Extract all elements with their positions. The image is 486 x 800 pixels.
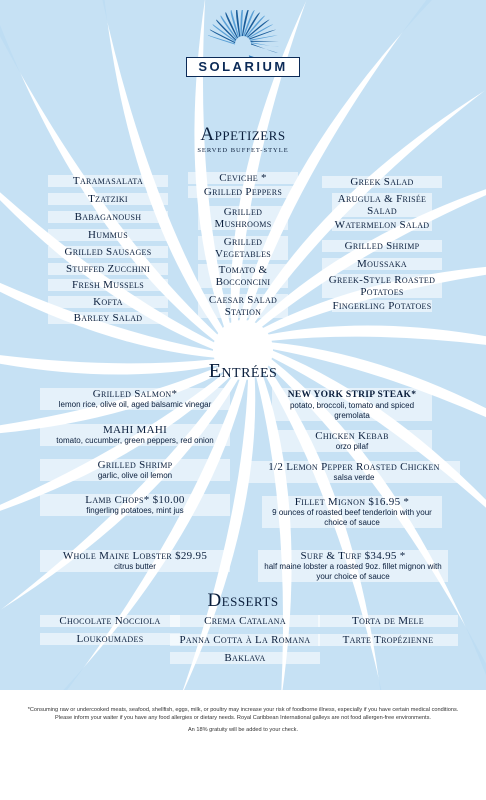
dessert-item: Chocolate Nocciola — [40, 615, 180, 627]
menu-item: Fingerling Potatoes — [332, 300, 432, 312]
entree-item — [40, 550, 230, 572]
entree-item — [272, 430, 432, 452]
menu-item: Ceviche * — [188, 172, 298, 184]
dessert-item: Panna Cotta à La Romana — [170, 634, 320, 646]
menu-item: Caesar Salad Station — [198, 294, 288, 318]
entree-name: 1/2 Lemon Pepper Roasted Chicken — [268, 461, 440, 473]
entree-item — [272, 388, 432, 421]
entree-item — [248, 461, 460, 483]
footer-disclaimer: *Consuming raw or undercooked meats, seafood, shellfish, eggs, milk, or poultry may increase your risk of foodborne illness, especially if you have certain medical conditions. — [27, 707, 459, 713]
entree-name: Grilled Salmon* — [92, 388, 178, 400]
menu-item: Grilled Mushrooms — [198, 206, 288, 230]
desserts-title: Desserts — [207, 590, 279, 611]
footer-allergy-note: Please inform your waiter if you have any food allergies or dietary needs. Royal Caribbean International galleys are not food allergen-free environments. — [55, 715, 431, 721]
menu-item: Grilled Sausages — [48, 246, 168, 258]
dessert-item: Baklava — [170, 652, 320, 664]
entree-name: Grilled Shrimp — [97, 459, 173, 471]
menu-item: Greek Salad — [322, 176, 442, 188]
entree-desc: potato, broccoli, tomato and spiced gremolata — [289, 401, 415, 420]
menu-item: Grilled Vegetables — [198, 236, 288, 260]
footer-gratuity: An 18% gratuity will be added to your check. — [187, 727, 299, 733]
menu-item: Hummus — [48, 229, 168, 241]
entree-desc: garlic, olive oil lemon — [97, 471, 173, 480]
menu-item: Tzatziki — [48, 193, 168, 205]
appetizers-title: Appetizers — [200, 124, 286, 145]
appetizers-subtitle: SERVED BUFFET-STYLE — [197, 147, 289, 154]
dessert-item: Crema Catalana — [170, 615, 320, 627]
entree-desc: half maine lobster a roasted 9oz. fillet mignon with your choice of sauce — [264, 562, 442, 581]
menu-item: Taramasalata — [48, 175, 168, 187]
logo-ray — [250, 35, 278, 40]
menu-item: Greek-Style Roasted Potatoes — [322, 274, 442, 298]
entree-desc: orzo pilaf — [335, 442, 369, 451]
entree-desc: salsa verde — [333, 473, 375, 482]
entree-item — [40, 388, 230, 410]
menu-item: Arugula & Frisée Salad — [332, 193, 432, 217]
menu-item: Fresh Mussels — [48, 279, 168, 291]
dessert-item: Loukoumades — [40, 633, 180, 645]
entree-name: Surf & Turf $34.95 * — [300, 550, 406, 562]
menu-item: Grilled Peppers — [188, 186, 298, 198]
entree-desc: citrus butter — [114, 562, 156, 571]
logo-ray — [251, 42, 279, 47]
menu-item: Grilled Shrimp — [322, 240, 442, 252]
logo-ray — [208, 35, 235, 44]
entree-name: Chicken Kebab — [315, 430, 389, 442]
entree-item — [258, 550, 448, 582]
entrees-title: Entrées — [208, 360, 278, 382]
entree-name: Lamb Chops* $10.00 — [85, 494, 185, 506]
menu-item: Moussaka — [322, 258, 442, 270]
entree-desc: lemon rice, olive oil, aged balsamic vinegar — [58, 400, 212, 409]
entree-item — [40, 424, 230, 446]
menu-item: Tomato & Bocconcini — [198, 264, 288, 288]
brand-logo: SOLARIUM — [186, 57, 300, 77]
entree-name: Fillet Mignon $16.95 * — [294, 496, 410, 508]
dessert-item: Torta de Mele — [318, 615, 458, 627]
entree-desc: tomato, cucumber, green peppers, red onion — [56, 436, 214, 445]
dessert-item: Tarte Tropézienne — [318, 634, 458, 646]
entree-item — [40, 494, 230, 516]
entree-item — [262, 496, 442, 528]
entree-desc: fingerling potatoes, mint jus — [86, 506, 184, 515]
menu-item: Stuffed Zucchini — [48, 263, 168, 275]
entree-name: Whole Maine Lobster $29.95 — [62, 550, 208, 562]
menu-item: Babaganoush — [48, 211, 168, 223]
menu-item: Barley Salad — [48, 312, 168, 324]
entree-item — [40, 459, 230, 481]
logo-ray — [250, 41, 279, 42]
entree-name: NEW YORK STRIP STEAK* — [287, 390, 417, 400]
menu-item: Kofta — [48, 296, 168, 308]
entree-desc: 9 ounces of roasted beef tenderloin with your choice of sauce — [272, 508, 432, 527]
menu-item: Watermelon Salad — [332, 219, 432, 231]
entree-name: MAHI MAHI — [102, 424, 168, 436]
